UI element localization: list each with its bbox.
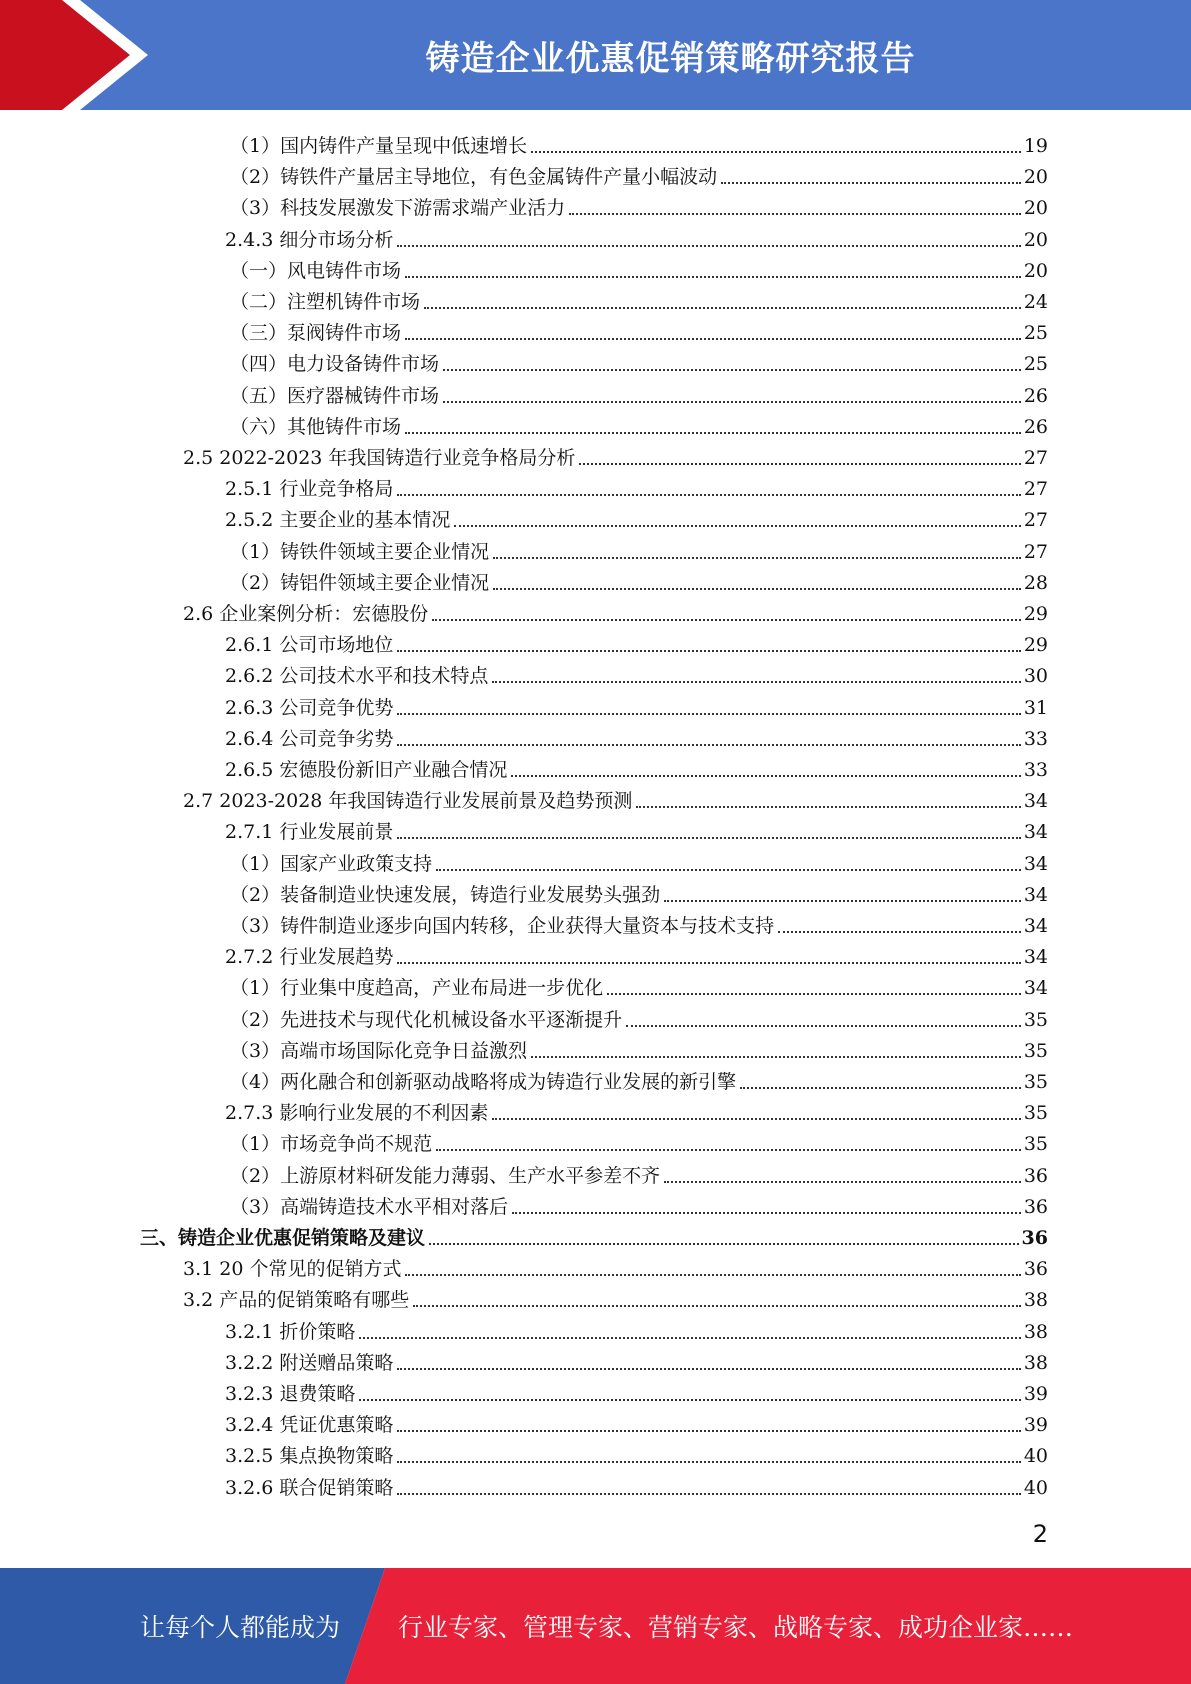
toc-entry[interactable] [230, 158, 1048, 189]
toc-entry[interactable] [225, 1469, 1048, 1500]
toc-entry-title: （二）注塑机铸件市场 [230, 291, 421, 313]
toc-entry-title: 2.7.3 影响行业发展的不利因素 [225, 1102, 489, 1125]
toc-entry-title: （1）国家产业政策支持 [230, 852, 433, 875]
toc-entry[interactable] [230, 127, 1048, 158]
toc-entry-title: （2）铸铁件产量居主导地位，有色金属铸件产量小幅波动 [230, 166, 718, 189]
toc-dot-leader [397, 1430, 1020, 1432]
toc-entry-title: （4）两化融合和创新驱动战略将成为铸造行业发展的新引擎 [230, 1071, 737, 1093]
toc-dot-leader [569, 213, 1021, 215]
footer-slogan-right: 行业专家、管理专家、营销专家、战略专家、成功企业家…… [398, 1613, 1074, 1642]
toc-entry-title: （1）市场竞争尚不规范 [230, 1133, 433, 1156]
toc-entry-page: 33 [1023, 727, 1048, 750]
toc-entry[interactable] [225, 689, 1048, 720]
toc-entry[interactable] [230, 252, 1048, 283]
toc-entry-page: 28 [1023, 571, 1048, 594]
toc-entry-title: （2）铸铝件领域主要企业情况 [230, 571, 490, 594]
toc-entry-page: 20 [1023, 197, 1048, 220]
toc-entry-title: （3）高端铸造技术水平相对落后 [230, 1195, 509, 1218]
toc-entry[interactable] [230, 345, 1048, 376]
toc-dot-leader [405, 1274, 1020, 1276]
toc-entry[interactable] [230, 845, 1048, 876]
toc-entry[interactable] [225, 751, 1048, 782]
toc-entry-page: 38 [1023, 1320, 1048, 1343]
toc-entry-title: 3.2.2 附送赠品策略 [225, 1351, 394, 1374]
toc-entry[interactable] [230, 1125, 1048, 1156]
toc-dot-leader [397, 494, 1020, 496]
toc-dot-leader [636, 806, 1020, 808]
toc-entry[interactable] [230, 533, 1048, 564]
toc-dot-leader [397, 245, 1020, 247]
toc-entry-page: 40 [1023, 1445, 1048, 1468]
toc-entry[interactable] [230, 1188, 1048, 1219]
toc-entry-title: 3.2.1 折价策略 [225, 1320, 356, 1343]
toc-entry-title: 2.6.5 宏德股份新旧产业融合情况 [225, 759, 508, 781]
toc-entry-title: 2.6.3 公司竞争优势 [225, 696, 394, 719]
toc-dot-leader [397, 713, 1020, 715]
toc-dot-leader [531, 151, 1021, 153]
toc-entry-page: 27 [1023, 540, 1048, 563]
toc-dot-leader [405, 432, 1021, 434]
toc-entry[interactable] [225, 1437, 1048, 1468]
toc-dot-leader [397, 1493, 1020, 1495]
toc-entry[interactable] [225, 657, 1048, 688]
toc-entry-page: 30 [1023, 665, 1048, 688]
toc-dot-leader [397, 1461, 1020, 1463]
toc-entry-page: 34 [1023, 790, 1048, 813]
toc-dot-leader [443, 401, 1021, 403]
toc-dot-leader [397, 837, 1020, 839]
toc-entry[interactable] [225, 1313, 1048, 1344]
toc-entry-title: 2.6.1 公司市场地位 [225, 634, 394, 657]
toc-entry-title: （3）高端市场国际化竞争日益激烈 [230, 1039, 528, 1062]
toc-entry-title: （一）风电铸件市场 [230, 259, 402, 282]
toc-entry-page: 20 [1023, 228, 1048, 251]
toc-entry-page: 34 [1023, 977, 1048, 1000]
footer-slogan-left: 让每个人都能成为 [140, 1613, 341, 1642]
toc-entry-title: （2）先进技术与现代化机械设备水平逐渐提升 [230, 1008, 623, 1031]
toc-entry[interactable] [230, 189, 1048, 220]
toc-entry[interactable] [225, 501, 1048, 532]
toc-entry-title: （六）其他铸件市场 [230, 415, 402, 438]
toc-entry-page: 19 [1023, 135, 1048, 157]
toc-dot-leader [413, 1305, 1021, 1307]
toc-entry-page: 27 [1023, 478, 1048, 501]
toc-entry[interactable] [230, 876, 1048, 907]
toc-entry-title: 2.6 企业案例分析：宏德股份 [183, 603, 429, 625]
toc-dot-leader [512, 1212, 1021, 1214]
toc-entry-page: 34 [1023, 821, 1048, 844]
toc-dot-leader [531, 1056, 1021, 1058]
toc-entry[interactable] [225, 813, 1048, 844]
toc-entry-title: 2.5.1 行业竞争格局 [225, 478, 394, 501]
toc-entry-page: 27 [1023, 509, 1048, 532]
toc-entry-page: 34 [1023, 883, 1048, 906]
toc-entry-title: 2.7 2023-2028 年我国铸造行业发展前景及趋势预测 [183, 790, 633, 813]
toc-entry[interactable] [183, 1250, 1048, 1281]
toc-entry[interactable] [230, 969, 1048, 1000]
toc-entry-title: 3.2 产品的促销策略有哪些 [183, 1289, 410, 1312]
toc-entry-page: 24 [1023, 291, 1048, 313]
toc-entry[interactable] [225, 470, 1048, 501]
toc-entry-title: （四）电力设备铸件市场 [230, 353, 440, 376]
page-header [0, 0, 1191, 110]
toc-dot-leader [740, 1087, 1021, 1089]
toc-entry-title: （三）泵阀铸件市场 [230, 322, 402, 345]
toc-dot-leader [511, 775, 1020, 777]
toc-dot-leader [429, 1243, 1019, 1245]
toc-entry[interactable] [225, 720, 1048, 751]
toc-entry-title: （2）装备制造业快速发展，铸造行业发展势头强劲 [230, 883, 661, 906]
toc-entry-page: 36 [1023, 1164, 1048, 1187]
toc-entry-page: 29 [1023, 634, 1048, 657]
toc-entry[interactable] [230, 408, 1048, 439]
toc-entry-title: 3.2.3 退费策略 [225, 1383, 356, 1405]
toc-entry-page: 20 [1023, 259, 1048, 282]
toc-entry-page: 29 [1023, 603, 1048, 625]
toc-dot-leader [397, 650, 1020, 652]
toc-dot-leader [492, 1118, 1020, 1120]
toc-dot-leader [359, 1337, 1020, 1339]
toc-dot-leader [454, 525, 1020, 527]
toc-entry-title: 3.1 20 个常见的促销方式 [183, 1258, 402, 1281]
toc-entry-page: 40 [1023, 1476, 1048, 1499]
toc-dot-leader [436, 869, 1021, 871]
toc-entry-page: 34 [1023, 852, 1048, 875]
toc-dot-leader [397, 1368, 1020, 1370]
toc-dot-leader [405, 338, 1021, 340]
toc-entry-page: 39 [1023, 1383, 1048, 1405]
toc-entry-title: 2.5.2 主要企业的基本情况 [225, 509, 451, 532]
header-arrow-decoration [0, 0, 160, 110]
toc-entry-page: 35 [1023, 1039, 1048, 1062]
toc-entry-page: 26 [1023, 415, 1048, 438]
toc-entry-page: 25 [1023, 322, 1048, 345]
toc-entry-page: 36 [1023, 1258, 1048, 1281]
toc-dot-leader [626, 1025, 1021, 1027]
toc-entry-page: 39 [1023, 1414, 1048, 1437]
toc-entry[interactable] [230, 1157, 1048, 1188]
toc-entry[interactable] [183, 1281, 1048, 1312]
toc-dot-leader [607, 993, 1021, 995]
toc-entry-page: 36 [1021, 1227, 1048, 1249]
toc-entry-title: （1）行业集中度趋高，产业布局进一步优化 [230, 977, 604, 1000]
toc-entry-page: 20 [1023, 166, 1048, 189]
toc-dot-leader [424, 307, 1021, 309]
toc-entry[interactable] [225, 221, 1048, 252]
toc-entry-title: 2.7.1 行业发展前景 [225, 821, 394, 844]
toc-dot-leader [579, 463, 1020, 465]
toc-dot-leader [493, 588, 1021, 590]
report-title: 铸造企业优惠促销策略研究报告 [425, 38, 916, 79]
toc-entry[interactable] [140, 1219, 1048, 1250]
toc-dot-leader [778, 931, 1021, 933]
toc-entry[interactable] [183, 595, 1048, 626]
page-number: 2 [1032, 1520, 1048, 1548]
toc-entry[interactable] [225, 626, 1048, 657]
toc-entry[interactable] [230, 1032, 1048, 1063]
toc-entry-title: （五）医疗器械铸件市场 [230, 384, 440, 407]
toc-entry[interactable] [230, 564, 1048, 595]
toc-entry-title: 3.2.4 凭证优惠策略 [225, 1414, 394, 1437]
toc-entry-page: 36 [1023, 1195, 1048, 1218]
page-footer [0, 1568, 1191, 1684]
toc-entry-title: （2）上游原材料研发能力薄弱、生产水平参差不齐 [230, 1164, 661, 1187]
toc-entry[interactable] [230, 1063, 1048, 1094]
toc-dot-leader [432, 619, 1021, 621]
toc-dot-leader [664, 900, 1021, 902]
toc-entry-title: （3）科技发展激发下游需求端产业活力 [230, 197, 566, 220]
toc-entry-page: 26 [1023, 384, 1048, 407]
toc-entry-page: 34 [1023, 946, 1048, 969]
toc-entry-title: 2.6.4 公司竞争劣势 [225, 727, 394, 750]
toc-entry-title: 2.7.2 行业发展趋势 [225, 946, 394, 969]
toc-entry[interactable] [183, 439, 1048, 470]
toc-entry[interactable] [225, 1344, 1048, 1375]
toc-entry-title: （1）国内铸件产量呈现中低速增长 [230, 135, 528, 157]
toc-dot-leader [436, 1149, 1021, 1151]
toc-entry[interactable] [225, 1375, 1048, 1406]
toc-entry-title: （1）铸铁件领域主要企业情况 [230, 540, 490, 563]
toc-entry-title: 2.4.3 细分市场分析 [225, 228, 394, 251]
toc-entry[interactable] [225, 938, 1048, 969]
toc-entry-page: 38 [1023, 1351, 1048, 1374]
toc-entry-title: 三、铸造企业优惠促销策略及建议 [140, 1227, 426, 1249]
toc-entry[interactable] [230, 377, 1048, 408]
toc-entry[interactable] [183, 782, 1048, 813]
toc-entry-page: 35 [1023, 1133, 1048, 1156]
toc-entry-title: 2.5 2022-2023 年我国铸造行业竞争格局分析 [183, 447, 576, 469]
toc-entry-page: 31 [1023, 696, 1048, 719]
toc-entry[interactable] [230, 283, 1048, 314]
toc-entry-page: 33 [1023, 759, 1048, 781]
toc-entry-page: 35 [1023, 1102, 1048, 1125]
toc-dot-leader [443, 369, 1021, 371]
toc-entry-title: 3.2.6 联合促销策略 [225, 1476, 394, 1499]
toc-entry-title: 3.2.5 集点换物策略 [225, 1445, 394, 1468]
toc-dot-leader [359, 1399, 1020, 1401]
toc-entry-page: 27 [1023, 447, 1048, 469]
toc-entry-page: 38 [1023, 1289, 1048, 1312]
toc-entry[interactable] [230, 314, 1048, 345]
toc-entry[interactable] [225, 1094, 1048, 1125]
toc-dot-leader [721, 182, 1021, 184]
toc-entry[interactable] [230, 907, 1048, 938]
toc-entry-title: （3）铸件制造业逐步向国内转移，企业获得大量资本与技术支持 [230, 915, 775, 937]
toc-entry-page: 34 [1023, 915, 1048, 937]
toc-entry-page: 35 [1023, 1008, 1048, 1031]
toc-dot-leader [664, 1181, 1021, 1183]
toc-entry[interactable] [225, 1406, 1048, 1437]
toc-entry-page: 25 [1023, 353, 1048, 376]
toc-dot-leader [397, 744, 1020, 746]
toc-dot-leader [405, 276, 1021, 278]
toc-entry-page: 35 [1023, 1071, 1048, 1093]
toc-entry-title: 2.6.2 公司技术水平和技术特点 [225, 665, 489, 688]
toc-dot-leader [492, 681, 1020, 683]
toc-entry[interactable] [230, 1001, 1048, 1032]
toc-dot-leader [397, 962, 1020, 964]
toc-dot-leader [493, 557, 1021, 559]
